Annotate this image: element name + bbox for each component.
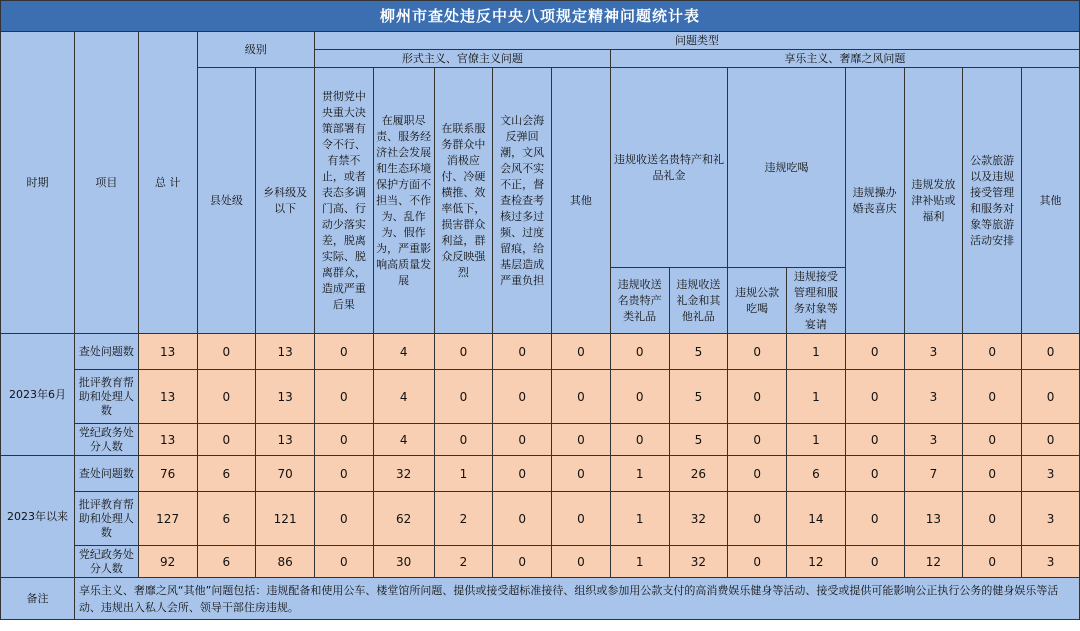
value-cell: 92	[138, 546, 197, 578]
value-cell: 127	[138, 492, 197, 546]
value-cell: 0	[728, 424, 787, 456]
header-hedonism-other: 其他	[1022, 68, 1080, 334]
value-cell: 6	[197, 492, 256, 546]
value-cell: 0	[963, 370, 1022, 424]
table-title: 柳州市查处违反中央八项规定精神问题统计表	[1, 1, 1080, 32]
value-cell: 1	[787, 370, 846, 424]
header-gift: 违规收送名贵特产和礼品礼金	[610, 68, 728, 268]
table-row	[1, 370, 1080, 424]
header-subsidy: 违规发放津补贴或福利	[904, 68, 963, 334]
value-cell: 3	[904, 334, 963, 370]
value-cell: 0	[610, 370, 669, 424]
value-cell: 0	[493, 334, 552, 370]
value-cell: 62	[373, 492, 434, 546]
value-cell: 0	[963, 334, 1022, 370]
value-cell: 0	[728, 334, 787, 370]
value-cell: 30	[373, 546, 434, 578]
header-eating-banquet: 违规接受管理和服务对象等宴请	[787, 268, 846, 334]
value-cell: 0	[493, 456, 552, 492]
value-cell: 0	[197, 334, 256, 370]
value-cell: 0	[728, 546, 787, 578]
value-cell: 0	[552, 334, 611, 370]
item-label-cell: 查处问题数	[74, 456, 138, 492]
header-formalism-1: 贯彻党中央重大决策部署有令不行、有禁不止，或者表态多调门高、行动少落实差，脱离实际、脱离群众，造成严重后果	[315, 68, 374, 334]
value-cell: 3	[904, 370, 963, 424]
value-cell: 70	[256, 456, 315, 492]
header-formalism-4: 文山会海反弹回潮，文风会风不实不正，督查检查考核过多过频、过度留痕，给基层造成严重负担	[493, 68, 552, 334]
table-row	[1, 424, 1080, 456]
value-cell: 2	[434, 492, 493, 546]
table-body	[1, 334, 1080, 578]
header-gift-money: 违规收送礼金和其他礼品	[669, 268, 728, 334]
value-cell: 0	[610, 334, 669, 370]
value-cell: 0	[845, 456, 904, 492]
value-cell: 0	[963, 424, 1022, 456]
header-formalism-2: 在履职尽责、服务经济社会发展和生态环境保护方面不担当、不作为、乱作为、假作为，严重影响高质量发展	[373, 68, 434, 334]
value-cell: 3	[1022, 492, 1080, 546]
value-cell: 13	[138, 334, 197, 370]
value-cell: 1	[610, 456, 669, 492]
value-cell: 0	[728, 370, 787, 424]
item-label-cell: 党纪政务处分人数	[74, 424, 138, 456]
value-cell: 32	[373, 456, 434, 492]
value-cell: 0	[493, 546, 552, 578]
note-label: 备注	[1, 578, 75, 620]
header-period: 时期	[1, 32, 75, 334]
value-cell: 0	[434, 370, 493, 424]
value-cell: 0	[315, 424, 374, 456]
value-cell: 0	[1022, 424, 1080, 456]
value-cell: 13	[256, 334, 315, 370]
value-cell: 0	[845, 334, 904, 370]
value-cell: 13	[904, 492, 963, 546]
value-cell: 12	[904, 546, 963, 578]
value-cell: 0	[552, 370, 611, 424]
value-cell: 0	[963, 546, 1022, 578]
value-cell: 0	[315, 492, 374, 546]
value-cell: 6	[787, 456, 846, 492]
value-cell: 121	[256, 492, 315, 546]
value-cell: 12	[787, 546, 846, 578]
header-problem-type: 问题类型	[315, 32, 1080, 50]
value-cell: 13	[256, 424, 315, 456]
value-cell: 6	[197, 546, 256, 578]
item-label-cell: 批评教育帮助和处理人数	[74, 370, 138, 424]
header-county-level: 县处级	[197, 68, 256, 334]
value-cell: 0	[845, 492, 904, 546]
header-formalism-other: 其他	[552, 68, 611, 334]
value-cell: 1	[610, 546, 669, 578]
value-cell: 0	[315, 334, 374, 370]
value-cell: 0	[434, 424, 493, 456]
value-cell: 1	[787, 424, 846, 456]
value-cell: 13	[256, 370, 315, 424]
value-cell: 32	[669, 492, 728, 546]
value-cell: 13	[138, 424, 197, 456]
header-township-level: 乡科级及以下	[256, 68, 315, 334]
value-cell: 1	[787, 334, 846, 370]
value-cell: 4	[373, 424, 434, 456]
item-label-cell: 批评教育帮助和处理人数	[74, 492, 138, 546]
value-cell: 0	[493, 492, 552, 546]
value-cell: 1	[610, 492, 669, 546]
header-formalism: 形式主义、官僚主义问题	[315, 50, 611, 68]
value-cell: 76	[138, 456, 197, 492]
value-cell: 13	[138, 370, 197, 424]
period-cell: 2023年6月	[1, 334, 75, 456]
value-cell: 0	[434, 334, 493, 370]
value-cell: 0	[315, 370, 374, 424]
value-cell: 0	[728, 492, 787, 546]
value-cell: 2	[434, 546, 493, 578]
value-cell: 0	[552, 546, 611, 578]
value-cell: 0	[552, 456, 611, 492]
header-item: 项目	[74, 32, 138, 334]
header-gift-specialty: 违规收送名贵特产类礼品	[610, 268, 669, 334]
value-cell: 0	[963, 492, 1022, 546]
value-cell: 5	[669, 424, 728, 456]
value-cell: 0	[315, 456, 374, 492]
header-hedonism: 享乐主义、奢靡之风问题	[610, 50, 1079, 68]
value-cell: 1	[434, 456, 493, 492]
item-label-cell: 查处问题数	[74, 334, 138, 370]
value-cell: 0	[552, 424, 611, 456]
value-cell: 0	[315, 546, 374, 578]
value-cell: 26	[669, 456, 728, 492]
header-level: 级别	[197, 32, 315, 68]
value-cell: 86	[256, 546, 315, 578]
value-cell: 14	[787, 492, 846, 546]
table-row	[1, 456, 1080, 492]
value-cell: 0	[963, 456, 1022, 492]
value-cell: 7	[904, 456, 963, 492]
value-cell: 0	[845, 546, 904, 578]
header-formalism-3: 在联系服务群众中消极应付、冷硬横推、效率低下，损害群众利益，群众反映强烈	[434, 68, 493, 334]
value-cell: 0	[1022, 334, 1080, 370]
value-cell: 4	[373, 370, 434, 424]
table-row	[1, 492, 1080, 546]
value-cell: 5	[669, 370, 728, 424]
value-cell: 0	[197, 424, 256, 456]
value-cell: 0	[610, 424, 669, 456]
value-cell: 3	[904, 424, 963, 456]
value-cell: 0	[197, 370, 256, 424]
period-cell: 2023年以来	[1, 456, 75, 578]
value-cell: 0	[552, 492, 611, 546]
value-cell: 0	[845, 424, 904, 456]
value-cell: 0	[845, 370, 904, 424]
note-text: 享乐主义、奢靡之风“其他”问题包括：违规配备和使用公车、楼堂馆所问题、提供或接受超标准接待、组织或参加用公款支付的高消费娱乐健身等活动、接受或提供可能影响公正执行公务的健身娱乐等活动、违规出入私人会所、领导干部住房违规。	[74, 578, 1079, 620]
header-wedding-funeral: 违规操办婚丧喜庆	[845, 68, 904, 334]
value-cell: 0	[728, 456, 787, 492]
header-travel: 公款旅游以及违规接受管理和服务对象等旅游活动安排	[963, 68, 1022, 334]
item-label-cell: 党纪政务处分人数	[74, 546, 138, 578]
value-cell: 4	[373, 334, 434, 370]
header-eating: 违规吃喝	[728, 68, 846, 268]
value-cell: 3	[1022, 456, 1080, 492]
header-eating-public: 违规公款吃喝	[728, 268, 787, 334]
value-cell: 32	[669, 546, 728, 578]
table-row	[1, 334, 1080, 370]
value-cell: 0	[493, 370, 552, 424]
value-cell: 6	[197, 456, 256, 492]
value-cell: 0	[493, 424, 552, 456]
header-total: 总 计	[138, 32, 197, 334]
value-cell: 0	[1022, 370, 1080, 424]
table-row	[1, 546, 1080, 578]
value-cell: 5	[669, 334, 728, 370]
value-cell: 3	[1022, 546, 1080, 578]
